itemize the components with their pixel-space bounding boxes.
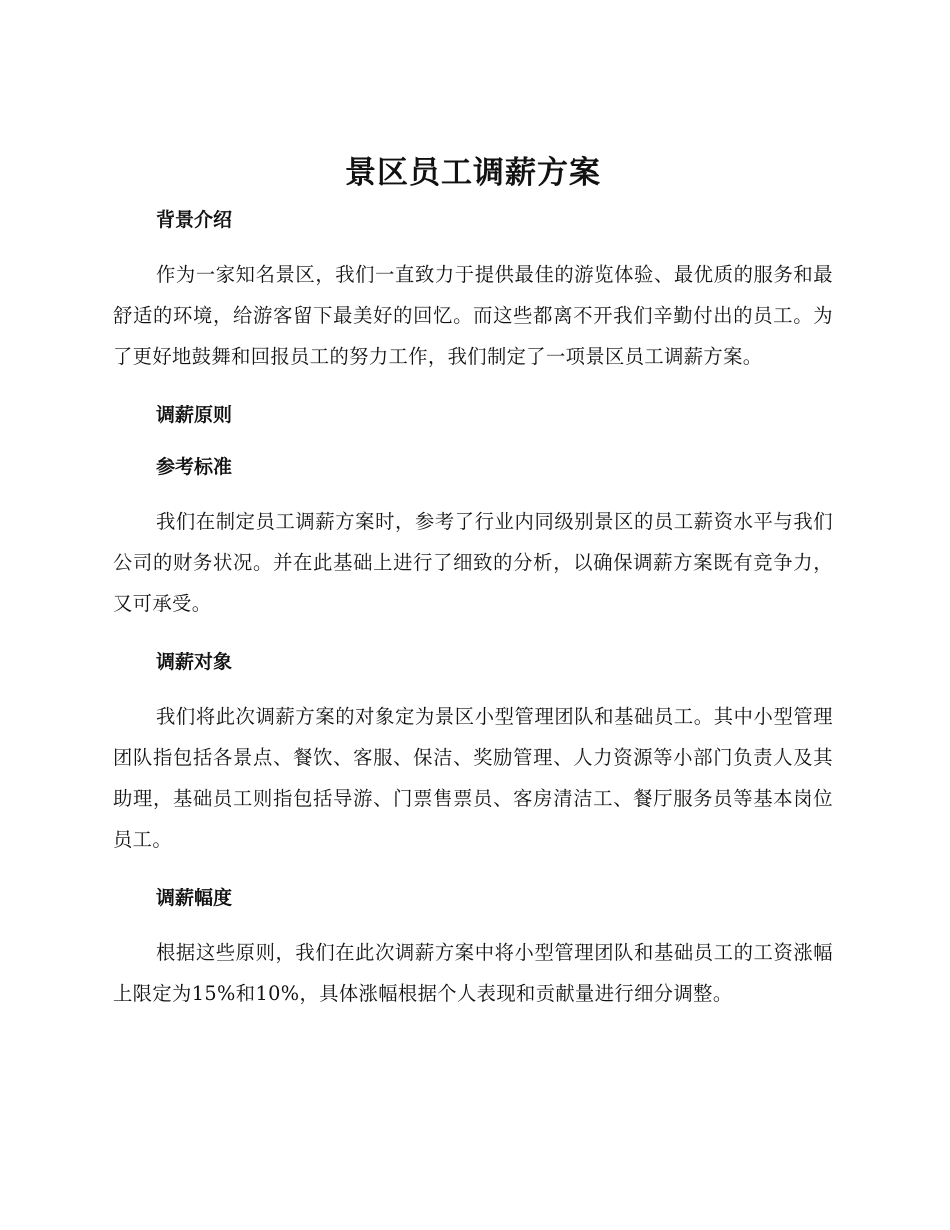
heading-reference: 参考标准 <box>156 456 233 478</box>
paragraph-target: 我们将此次调薪方案的对象定为景区小型管理团队和基础员工。其中小型管理团队指包括各景点、餐饮、客服、保洁、奖励管理、人力资源等小部门负责人及其助理，基础员工则指包括导游、门票售票员、客房清洁工、餐厅服务员等基本岗位员工。 <box>113 705 833 851</box>
paragraph-range: 根据这些原则，我们在此次调薪方案中将小型管理团队和基础员工的工资涨幅上限定为15%和10%，具体涨幅根据个人表现和贡献量进行细分调整。 <box>113 941 833 1005</box>
document-title: 景区员工调薪方案 <box>345 155 601 191</box>
heading-background: 背景介绍 <box>156 209 233 231</box>
heading-target: 调薪对象 <box>156 651 233 673</box>
heading-principle: 调薪原则 <box>156 404 233 426</box>
document-body <box>113 150 833 1014</box>
paragraph-background: 作为一家知名景区，我们一直致力于提供最佳的游览体验、最优质的服务和最舒适的环境，给游客留下最美好的回忆。而这些都离不开我们辛勤付出的员工。为了更好地鼓舞和回报员工的努力工作，我们制定了一项景区员工调薪方案。 <box>113 263 833 368</box>
paragraph-reference: 我们在制定员工调薪方案时，参考了行业内同级别景区的员工薪资水平与我们公司的财务状况。并在此基础上进行了细致的分析，以确保调薪方案既有竞争力，又可承受。 <box>113 510 833 615</box>
heading-range: 调薪幅度 <box>156 887 233 909</box>
